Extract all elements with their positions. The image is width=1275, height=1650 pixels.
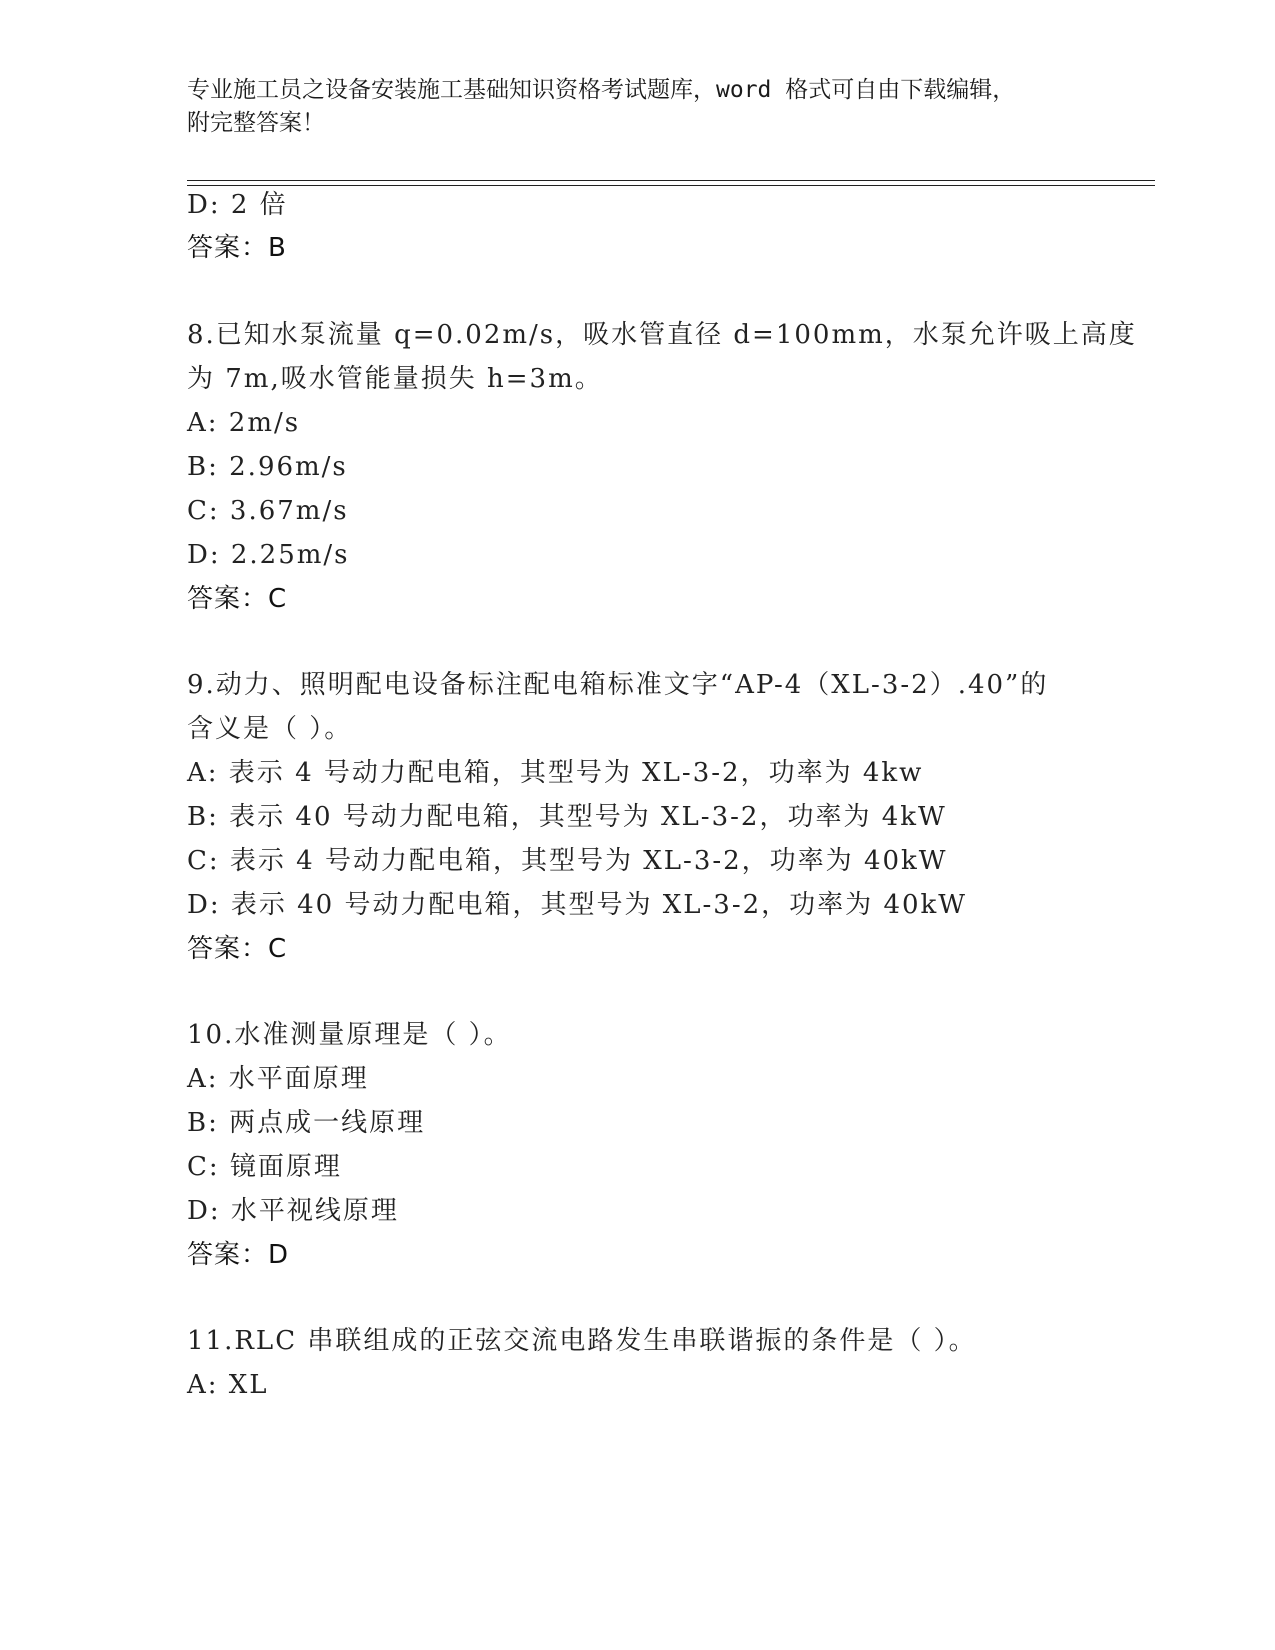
question-8-option-c: C: 3.67m/s xyxy=(187,496,349,526)
question-9-option-c: C: 表示 4 号动力配电箱，其型号为 XL-3-2，功率为 40kW xyxy=(187,846,948,876)
question-10-option-c: C: 镜面原理 xyxy=(187,1152,342,1182)
question-9-option-d: D: 表示 40 号动力配电箱，其型号为 XL-3-2，功率为 40kW xyxy=(187,890,968,920)
question-8-option-a: A: 2m/s xyxy=(187,408,301,438)
question-9-option-a: A: 表示 4 号动力配电箱，其型号为 XL-3-2，功率为 4kw xyxy=(187,758,924,788)
question-8-option-b: B: 2.96m/s xyxy=(187,452,348,482)
question-8-option-d: D: 2.25m/s xyxy=(187,540,350,570)
question-11-text-line1: 11.RLC 串联组成的正弦交流电路发生串联谐振的条件是（ ）。 xyxy=(187,1326,977,1356)
answer-prev: 答案：B xyxy=(187,233,287,263)
header-divider-top xyxy=(187,180,1155,181)
question-8-text-line2: 为 7m,吸水管能量损失 h=3m。 xyxy=(187,364,603,394)
header-divider-bottom xyxy=(187,185,1155,186)
question-8-answer: 答案：C xyxy=(187,584,288,614)
question-9-text-line2: 含义是（ ）。 xyxy=(187,714,353,744)
question-10-option-b: B: 两点成一线原理 xyxy=(187,1108,426,1138)
question-9-answer: 答案：C xyxy=(187,934,288,964)
question-10-option-a: A: 水平面原理 xyxy=(187,1064,369,1094)
question-10-text-line1: 10.水准测量原理是（ ）。 xyxy=(187,1020,512,1050)
question-9-option-b: B: 表示 40 号动力配电箱，其型号为 XL-3-2，功率为 4kW xyxy=(187,802,947,832)
option-d-prev: D: 2 倍 xyxy=(187,190,288,220)
question-11-option-a: A: XL xyxy=(187,1370,269,1400)
question-10-answer: 答案：D xyxy=(187,1240,290,1270)
question-8-text-line1: 8.已知水泵流量 q=0.02m/s，吸水管直径 d=100mm，水泵允许吸上高度 xyxy=(187,320,1137,350)
header-title-line1: 专业施工员之设备安装施工基础知识资格考试题库，word 格式可自由下载编辑， xyxy=(187,77,1016,103)
question-10-option-d: D: 水平视线原理 xyxy=(187,1196,399,1226)
question-9-text-line1: 9.动力、照明配电设备标注配电箱标准文字“AP-4（XL-3-2）.40”的 xyxy=(187,670,1049,700)
document-header xyxy=(187,74,1057,140)
header-title-line2: 附完整答案！ xyxy=(187,110,325,136)
